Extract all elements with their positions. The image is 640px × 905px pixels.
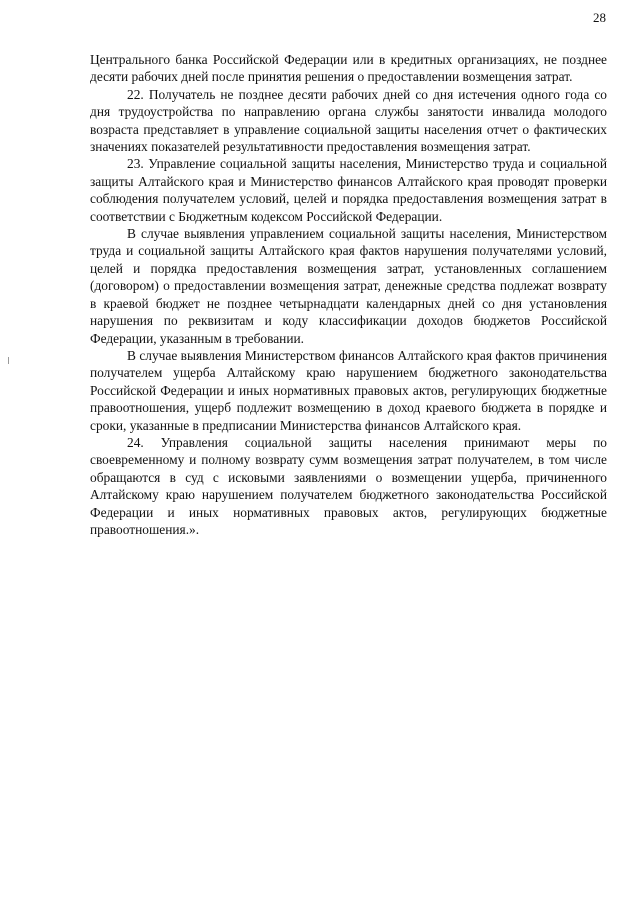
paragraph-item-22: 22. Получатель не позднее десяти рабочих дней со дня истечения одного года со дня трудоустройства по направлению органа службы занятости инвалида молодого возраста представляет в управление социальной защиты населения отчет о фактических значениях показателей результативности предоставления возмещения затрат. bbox=[90, 86, 607, 155]
paragraph-item-23: 23. Управление социальной защиты населения, Министерство труда и социальной защиты Алтайского края и Министерство финансов Алтайского края проводят проверки соблюдения получателем условий, целей и порядка предоставления возмещения затрат в соответствии с Бюджетным кодексом Российской Федерации. bbox=[90, 156, 607, 224]
page-number: 28 bbox=[593, 10, 606, 25]
paragraph-continuation: Центрального банка Российской Федерации или в кредитных организациях, не позднее десяти рабочих дней после принятия решения о предоставлении возмещения затрат. bbox=[90, 52, 607, 85]
paragraph-item-23-violation: В случае выявления управлением социальной защиты населения, Министерством труда и социальной защиты Алтайского края фактов нарушения получателями условий, целей и порядка предоставления возмещения затрат, установленных соглашением (договором) о предоставлении возмещения затрат, денежные средства подлежат возврату в краевой бюджет не позднее четырнадцати календарных дней со дня установления нарушения по реквизитам и коду классификации доходов бюджетов Российской Федерации, указанным в требовании. bbox=[90, 226, 607, 346]
margin-mark bbox=[8, 357, 9, 364]
paragraph-item-24: 24. Управления социальной защиты населения принимают меры по своевременному и полному возврату сумм возмещения затрат получателем, в том числе обращаются в суд с исковыми заявлениями о возмещении ущерба, причиненного Алтайскому краю нарушением получателем бюджетного законодательства Российской Федерации и иных нормативных правовых актов, регулирующих бюджетные правоотношения.». bbox=[90, 434, 607, 537]
document-body bbox=[90, 51, 607, 538]
paragraph-item-23-damage: В случае выявления Министерством финансов Алтайского края фактов причинения получателем ущерба Алтайскому краю нарушением бюджетного законодательства Российской Федерации и иных нормативных правовых актов, регулирующих бюджетные правоотношения, ущерб подлежит возмещению в доход краевого бюджета в порядке и сроки, указанные в предписании Министерства финансов Алтайского края. bbox=[90, 347, 607, 433]
